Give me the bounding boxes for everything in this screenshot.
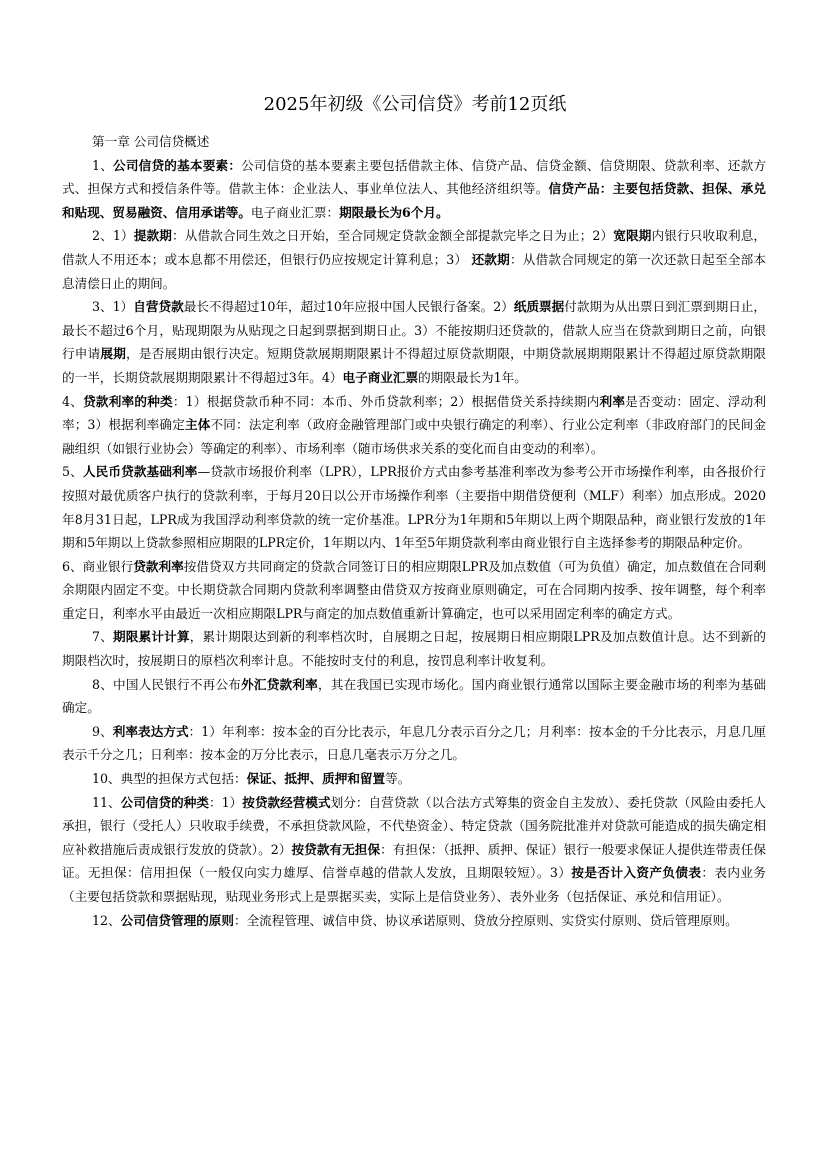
text-run: 付款期为从出票日到汇票到期日止，最长不超过6个月，贴现期限为从贴现之日起到票据到期日止。3）不能按期归还贷款的，借款人应当在贷款到期日之前，向银行申请 — [62, 299, 767, 362]
text-run: 按借贷双方共同商定的贷款合同签订日的相应期限LPR及加点数值（可为负值）确定，加点数值在合同剩余期限内固定不变。中长期贷款合同期内贷款利率调整由借贷双方按商业原则确定，可在合同期内按季、按年调整，每个利率重定日，利率水平由最近一次相应期限LPR与商定的加点数值重新计算确定，也可以采用固定利率的确定方式。 — [62, 558, 767, 621]
text-run: 9、 — [92, 723, 113, 739]
bold-text: 按贷款经营模式 — [242, 794, 331, 810]
text-run: ：全流程管理、诚信申贷、协议承诺原则、贷放分控原则、实贷实付原则、贷后管理原则。 — [233, 912, 738, 928]
chapter-heading: 第一章 公司信贷概述 — [92, 134, 210, 149]
text-run: ：有担保：（抵押、质押、保证）银行一般要求保证人提供连带责任保证。无担保：信用担保（一般仅向实力雄厚、信誉卓越的借款人发放，且期限较短）。3） — [62, 841, 766, 881]
paragraph-1 — [62, 154, 766, 225]
text-run: 公司信贷的基本要素主要包括借款主体、信贷产品、信贷金额、信贷期限、贷款利率、还款方式、担保方式和授信条件等。借款主体：企业法人、事业单位法人、其他经济组织等。 — [62, 157, 767, 197]
paragraph-2 — [62, 224, 766, 295]
bold-text: 期限最长为6个月。 — [339, 204, 449, 220]
paragraph-12 — [62, 909, 766, 933]
text-run: ，累计期限达到新的利率档次时，自展期之日起，按展期日相应期限LPR及加点数值计息。达不到新的期限档次时，按展期日的原档次利率计息。不能按时支付的利息，按罚息利率计收复利。 — [62, 629, 767, 669]
text-run: 11、 — [92, 794, 121, 810]
paragraph-11 — [62, 791, 766, 909]
text-run: 内银行只收取利息，借款人不用还本；或本息都不用偿还，但银行仍应按规定计算利息；3） — [62, 228, 767, 267]
text-run: 7、 — [92, 629, 113, 645]
text-run: 是否变动：固定、浮动利率；3）根据利率确定 — [62, 393, 767, 433]
paragraph-10 — [62, 767, 766, 791]
bold-text: 贷款利率的种类 — [83, 393, 173, 409]
bold-text: 外汇贷款利率 — [241, 676, 318, 692]
text-run: 12、 — [92, 912, 121, 928]
bold-text: 展期 — [100, 346, 127, 362]
paragraph-6 — [62, 555, 766, 626]
text-run: 8、中国人民银行不再公布 — [92, 676, 242, 692]
text-run: 不同：法定利率（政府金融管理部门或中央银行确定的利率）、行业公定利率（非政府部门的民间金融组织（如银行业协会）等确定的利率）、市场利率（随市场供求关系的变化而自由变动的利率）。 — [62, 417, 767, 456]
bold-text: 信贷产品：主要包括贷款、担保、承兑和贴现、贸易融资、信用承诺等。 — [62, 181, 767, 220]
text-run: 3、1） — [92, 299, 134, 315]
text-run: ，是否展期由银行决定。短期贷款展期期限累计不得超过原贷款期限，中期贷款展期期限累计不得超过原贷款期限的一半，长期贷款展期期限累计不得超过3年。4） — [62, 346, 767, 385]
text-run: 最长不得超过10年，超过10年应报中国人民银行备案。2） — [183, 299, 514, 315]
text-run: ：1） — [209, 794, 243, 810]
bold-text: 人民币贷款基础利率 — [82, 464, 198, 480]
bold-text: 公司信贷管理的原则 — [120, 912, 234, 928]
text-run: ：表内业务（主要包括贷款和票据贴现，贴现业务形式上是票据买卖，实际上是信贷业务）、表外业务（包括保证、承兑和信用证）。 — [62, 865, 767, 904]
text-run: 1、 — [92, 157, 114, 173]
paragraph-5 — [62, 460, 766, 554]
text-run: ：1）根据贷款币种不同：本币、外币贷款利率；2）根据借贷关系持续期内 — [172, 393, 600, 409]
text-run: ：从借款合同规定的第一次还款日起至全部本息清偿日止的期间。 — [62, 251, 767, 291]
bold-text: 保证、抵押、质押和留置 — [246, 771, 386, 787]
bold-text: 按贷款有无担保 — [291, 841, 381, 857]
bold-text: 电子商业汇票 — [342, 369, 419, 385]
paragraph-3 — [62, 295, 766, 389]
text-run: 5、 — [62, 464, 83, 480]
paragraph-4 — [62, 390, 766, 461]
document-body — [62, 130, 766, 932]
text-run: 划分：自营贷款（以合法方式筹集的资金自主发放）、委托贷款（风险由委托人承担，银行（受托人）只收取手续费，不承担贷款风险，不代垫资金）、特定贷款（国务院批准并对贷款可能造成的损失确定相应补救措施后责成银行发放的贷款）。2） — [62, 794, 767, 857]
paragraph-9 — [62, 720, 766, 767]
bold-text: 公司信贷的基本要素： — [113, 157, 242, 173]
text-run: 电子商业汇票： — [250, 204, 340, 220]
text-run: ：1）年利率：按本金的百分比表示，年息几分表示百分之几；月利率：按本金的千分比表示，月息几厘表示千分之几；日利率：按本金的万分比表示，日息几毫表示万分之几。 — [62, 723, 767, 763]
bold-text: 公司信贷的种类 — [120, 794, 210, 810]
bold-text: 还款期 — [471, 251, 510, 267]
text-run: 4、 — [62, 393, 84, 409]
bold-text: 按是否计入资产负债表 — [571, 865, 702, 881]
bold-text: 利率 — [599, 393, 626, 409]
text-run: 的期限最长为1年。 — [418, 369, 527, 385]
bold-text: 自营贷款 — [133, 299, 184, 315]
bold-text: 宽限期 — [613, 228, 652, 244]
text-run: 等。 — [385, 771, 411, 787]
bold-text: 利率表达方式 — [112, 723, 189, 739]
bold-text: 期限累计计算 — [113, 629, 190, 645]
text-run: ，其在我国已实现市场化。国内商业银行通常以国际主要金融市场的利率为基础确定。 — [62, 676, 767, 716]
paragraph-7 — [62, 625, 766, 672]
bold-text: 纸质票据 — [513, 299, 565, 315]
bold-text: 提款期 — [133, 228, 173, 244]
text-run: ：从借款合同生效之日开始，至合同规定贷款金额全部提款完毕之日为止；2） — [172, 228, 614, 244]
bold-text: 贷款利率 — [133, 558, 184, 574]
text-run: 6、商业银行 — [62, 558, 134, 574]
text-run: 10、典型的担保方式包括： — [92, 771, 247, 787]
paragraph-8 — [62, 673, 766, 720]
bold-text: 主体 — [184, 417, 211, 433]
page-title: 2025年初级《公司信贷》考前12页纸 — [263, 94, 567, 115]
text-run: 2、1） — [92, 228, 134, 244]
text-run: —贷款市场报价利率（LPR），LPR报价方式由参考基准利率改为参考公开市场操作利率，由各报价行按照对最优质客户执行的贷款利率，于每月20日以公开市场操作利率（主要指中期借贷便利（MLF）利率）加点形成。2020年8月31日起，LPR成为我国浮动利率贷款的统一定价基准。LPR分为1年期和5年期以上两个期限品种，商业银行发放的1年期和5年期以上贷款参照相应期限的LPR定价，1年期以内、1年至5年期贷款利率由商业银行自主选择参考的期限品种定价。 — [62, 464, 766, 551]
